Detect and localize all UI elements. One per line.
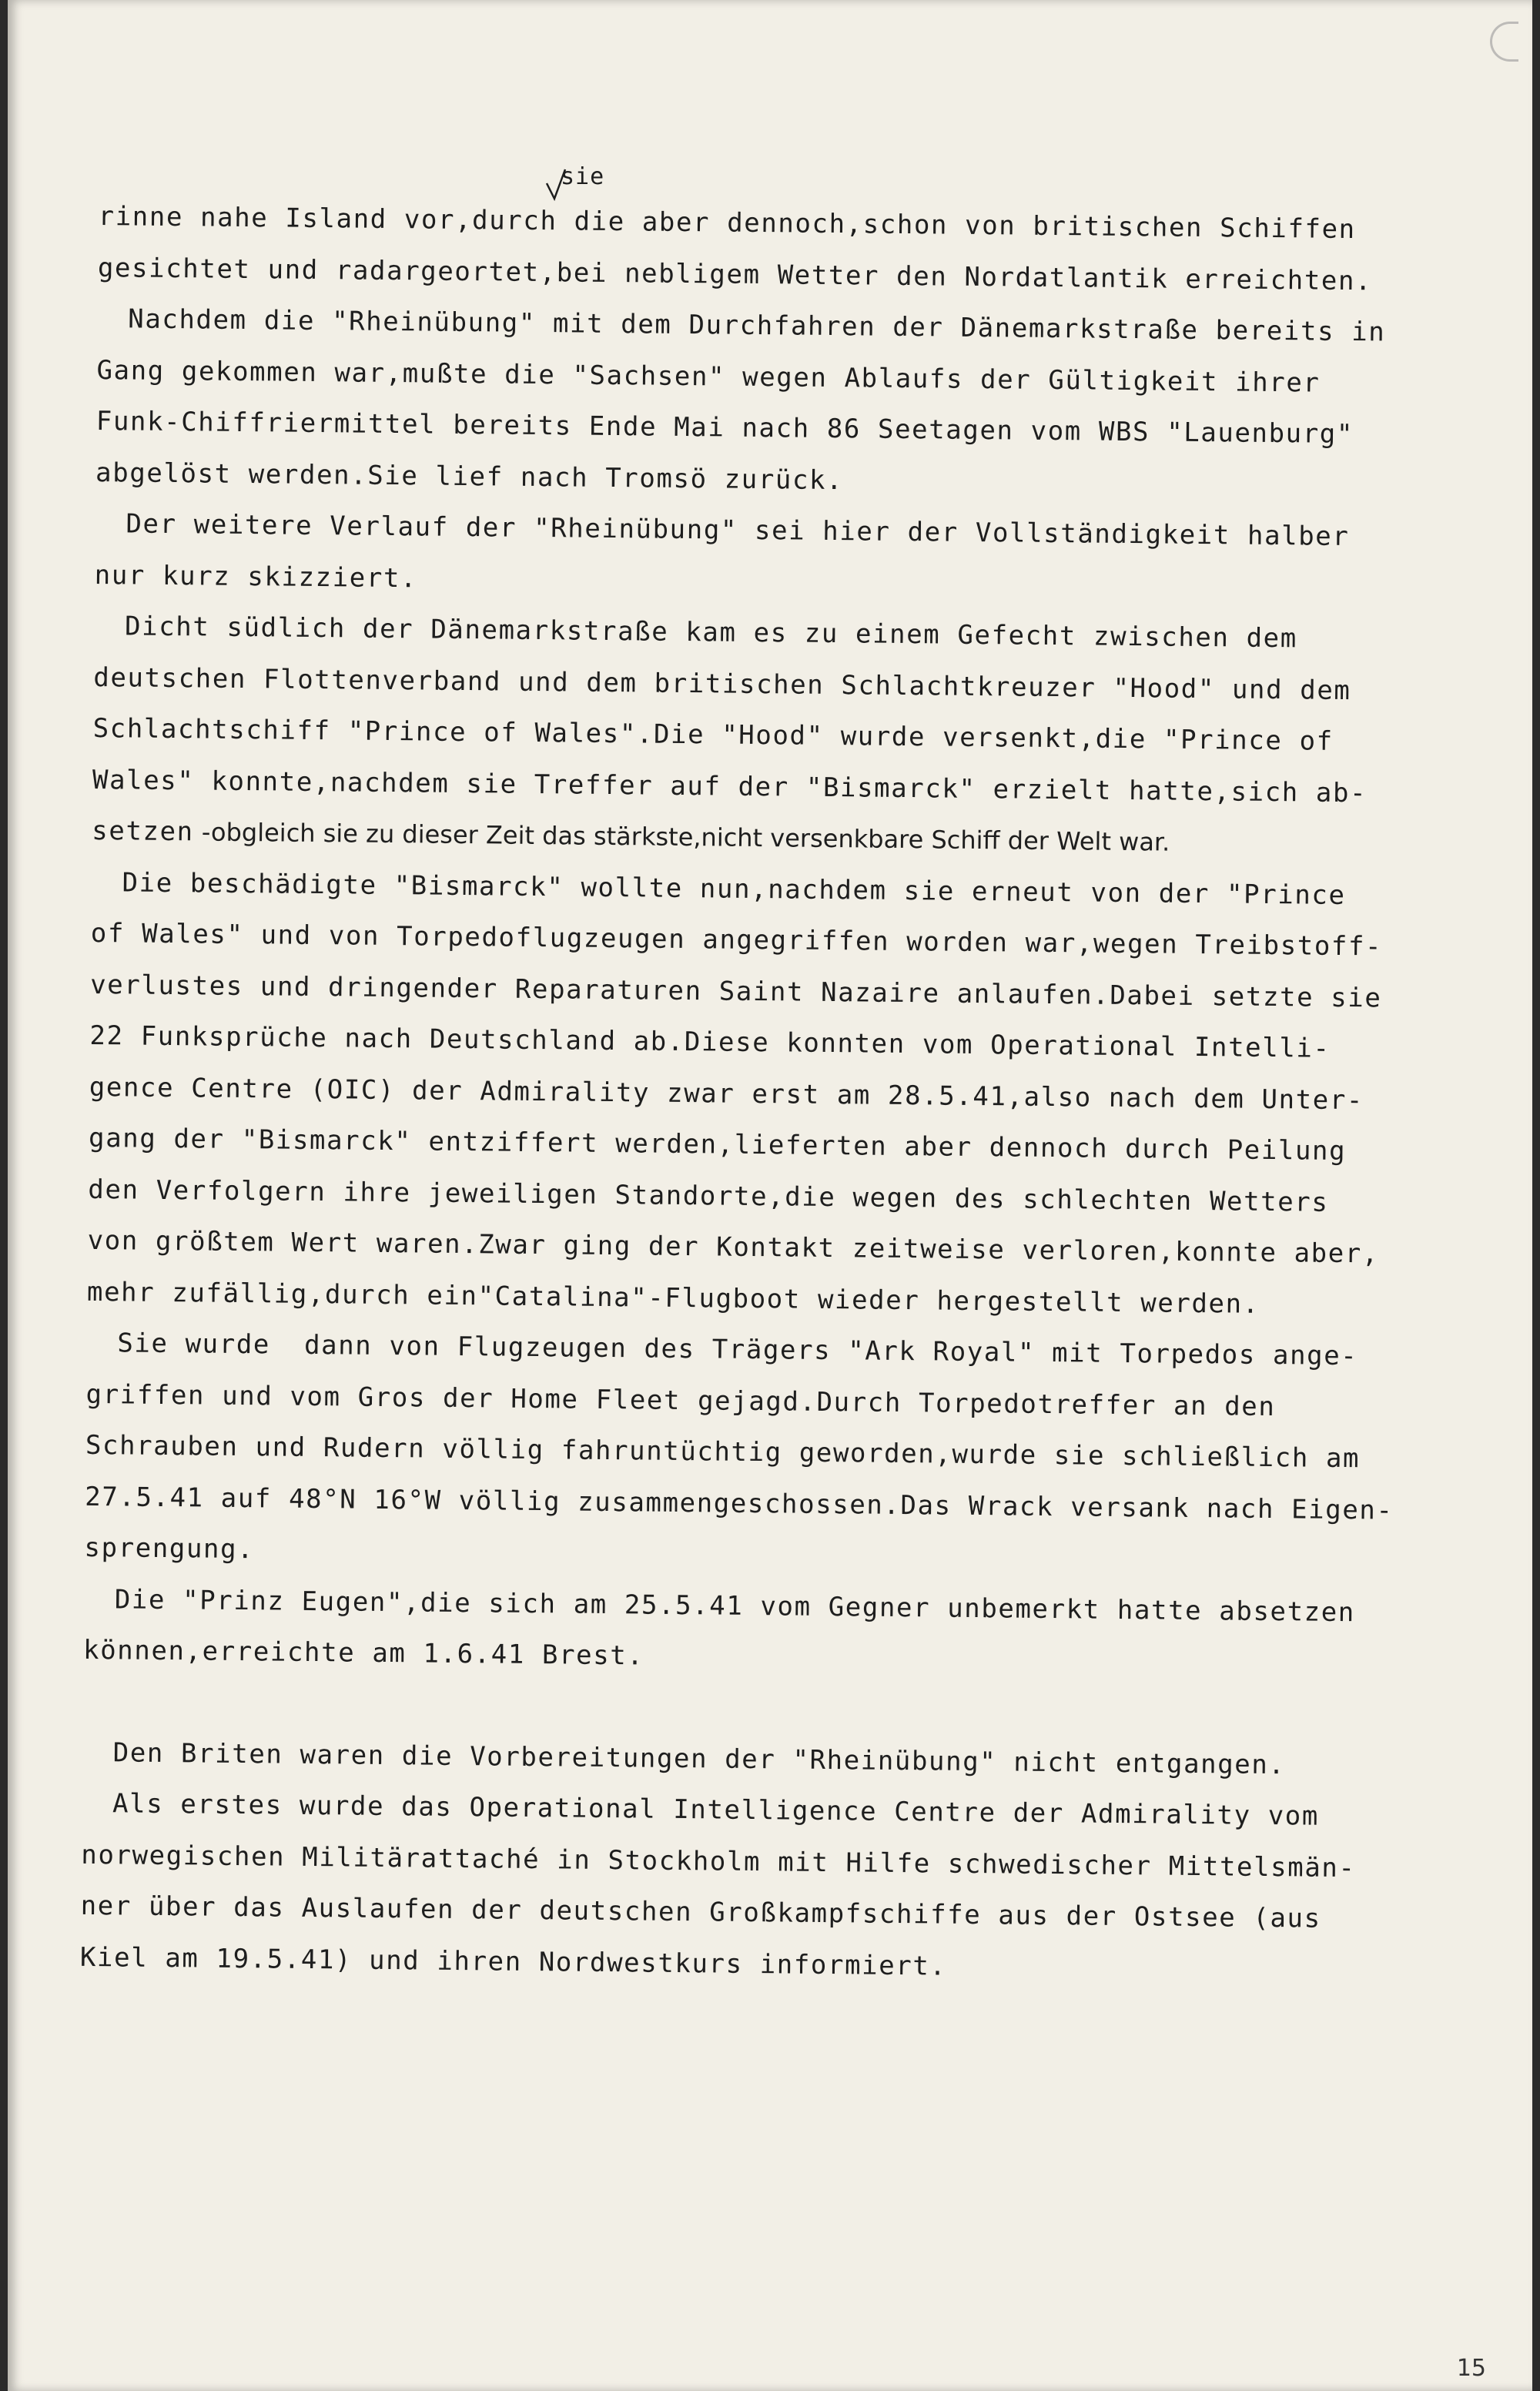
paper-edge-mark (1490, 22, 1518, 62)
text-line-content: gence Centre (OIC) der Admirality zwar erst am 28.5.41,also nach dem Unter- (89, 1071, 1364, 1116)
handwritten-addition: -obgleich sie zu dieser Zeit das stärkste,nicht versenkbare Schiff der Welt war. (193, 817, 1170, 857)
text-line-content: griffen und vom Gros der Home Fleet gejagd.Durch Torpedotreffer an den (85, 1378, 1276, 1422)
text-line-content: Funk-Chiffriermittel bereits Ende Mai nach 86 Seetagen vom WBS "Lauenburg" (95, 405, 1354, 450)
text-line-content: mehr zufällig,durch ein"Catalina"-Flugboot wieder hergestellt werden. (86, 1276, 1260, 1320)
text-line-content: können,erreichte am 1.6.41 Brest. (82, 1634, 644, 1672)
text-line-content: Den Briten waren die Vorbereitungen der "Rheinübung" nicht entgangen. (112, 1736, 1286, 1780)
text-line-content: rinne nahe Island vor,durch die aber dennoch,schon von britischen Schiffen (98, 200, 1356, 246)
text-line-content: Die "Prinz Eugen",die sich am 25.5.41 vom Gegner unbemerkt hatte absetzen (114, 1583, 1356, 1628)
document-page (8, 0, 1532, 2391)
text-line-content: den Verfolgern ihre jeweiligen Standorte,die wegen des schlechten Wetters (88, 1174, 1329, 1218)
text-line-content: Die beschädigte "Bismarck" wollte nun,nachdem sie erneut von der "Prince (122, 866, 1346, 911)
text-line-content: Gang gekommen war,mußte die "Sachsen" wegen Ablaufs der Gültigkeit ihrer (96, 354, 1321, 399)
text-line-content: 27.5.41 auf 48°N 16°W völlig zusammengeschossen.Das Wrack versank nach Eigen- (85, 1481, 1394, 1526)
text-line-content: von größtem Wert waren.Zwar ging der Kontakt zeitweise verloren,konnte aber, (87, 1224, 1380, 1270)
text-line-content: Schrauben und Rudern völlig fahruntüchtig geworden,wurde sie schließlich am (85, 1429, 1361, 1475)
text-line-content: Als erstes wurde das Operational Intelligence Centre der Admirality vom (112, 1788, 1320, 1832)
text-line-content: Dicht südlich der Dänemarkstraße kam es zu einem Gefecht zwischen dem (124, 611, 1298, 655)
text-line-content: 22 Funksprüche nach Deutschland ab.Diese konnten vom Operational Intelli- (89, 1020, 1331, 1064)
text-line-content: nur kurz skizziert. (94, 559, 418, 594)
text-line-content: Kiel am 19.5.41) und ihren Nordwestkurs informiert. (79, 1941, 947, 1982)
text-line-content: Wales" konnte,nachdem sie Treffer auf der "Bismarck" erzielt hatte,sich ab- (92, 764, 1368, 809)
text-line-content: deutschen Flottenverband und dem britischen Schlachtkreuzer "Hood" und dem (93, 661, 1351, 706)
text-line-content: norwegischen Militärattaché in Stockholm mit Hilfe schwedischer Mittelsmän- (81, 1839, 1356, 1884)
text-line-content: gang der "Bismarck" entziffert werden,lieferten aber dennoch durch Peilung (88, 1122, 1347, 1167)
text-line-content: Nachdem die "Rheinübung" mit dem Durchfahren der Dänemarkstraße bereits in (128, 303, 1386, 348)
handwritten-insertion: sie (561, 163, 605, 190)
text-line-content: Schlachtschiff "Prince of Wales".Die "Hood" wurde versenkt,die "Prince of (92, 712, 1334, 757)
text-line-content: sprengung. (84, 1532, 255, 1566)
text-line-content: ner über das Auslaufen der deutschen Großkampfschiffe aus der Ostsee (aus (80, 1890, 1321, 1934)
page-number: 15 (1456, 2355, 1486, 2382)
text-line-content: verlustes und dringender Reparaturen Saint Nazaire anlaufen.Dabei setzte sie (89, 969, 1382, 1014)
text-line-content: Sie wurde dann von Flugzeugen des Trägers "Ark Royal" mit Torpedos ange- (117, 1328, 1358, 1372)
text-line-content: abgelöst werden.Sie lief nach Tromsö zurück. (95, 457, 844, 496)
text-line-content: Der weitere Verlauf der "Rheinübung" sei hier der Vollständigkeit halber (126, 508, 1350, 553)
text-line-content: setzen (92, 815, 194, 848)
body-text (80, 191, 1454, 1997)
text-line-content: of Wales" und von Torpedoflugzeugen angegriffen worden war,wegen Treibstoff- (90, 917, 1383, 963)
text-line-content: gesichtet und radargeortet,bei nebligem Wetter den Nordatlantik erreichten. (97, 252, 1373, 296)
